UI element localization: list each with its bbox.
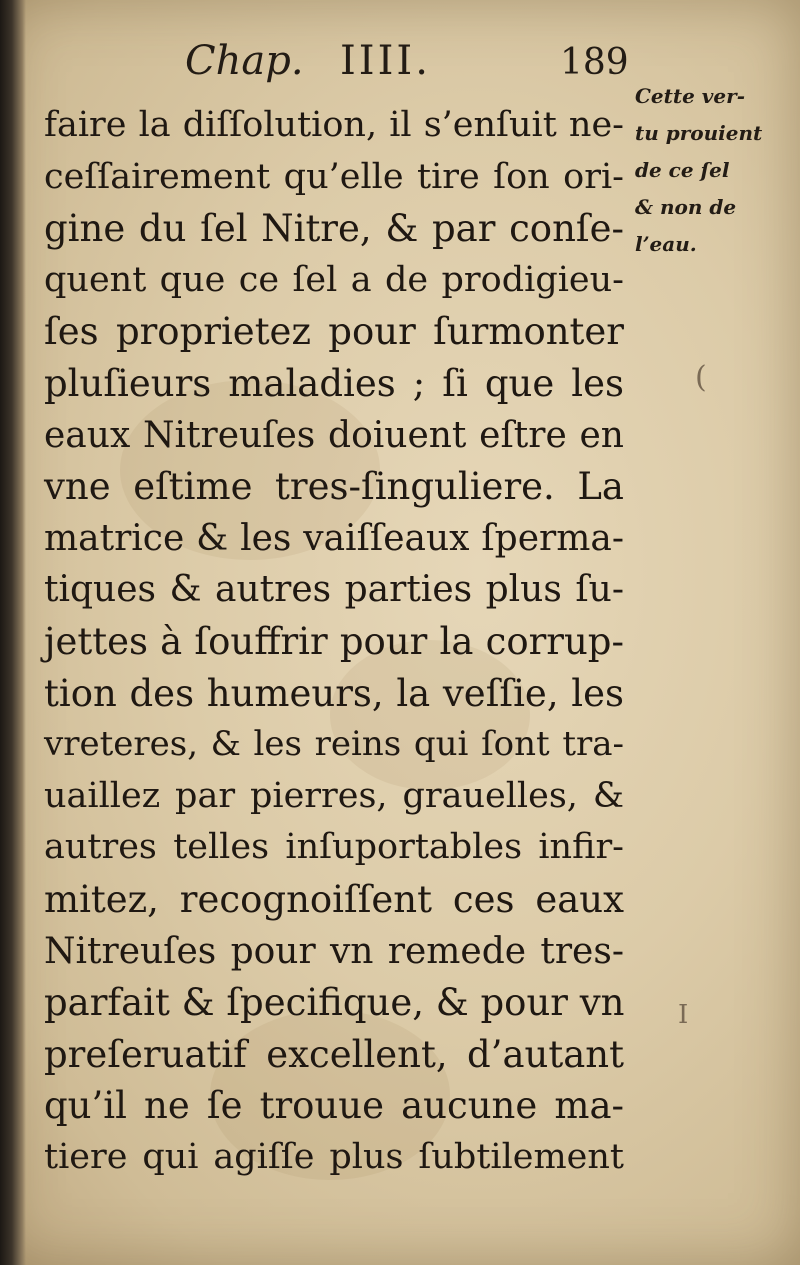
marginal-note-line: Cette ver- bbox=[635, 84, 745, 108]
margin-paren-mark: ( bbox=[695, 360, 707, 395]
marginal-note-line: & non de bbox=[635, 195, 737, 219]
text-line: quent que ce ſel a de prodigieu- bbox=[44, 259, 624, 300]
text-line: faire la diſſolution, il s’enſuit ne- bbox=[44, 105, 624, 145]
text-line: mitez, recognoiſſent ces eaux bbox=[44, 877, 624, 921]
marginal-note bbox=[635, 78, 795, 263]
page-header bbox=[175, 38, 635, 98]
text-line: eaux Nitreuſes doiuent eſtre en bbox=[44, 414, 624, 456]
text-line: vreteres, & les reins qui ſont tra- bbox=[44, 724, 624, 765]
text-line: qu’il ne ſe trouue aucune ma- bbox=[44, 1084, 624, 1128]
text-line: preſeruatif excellent, d’autant bbox=[44, 1032, 624, 1076]
text-line: Nitreuſes pour vn remede tres- bbox=[44, 930, 624, 972]
text-line: jettes à ſouffrir pour la corrup- bbox=[44, 619, 624, 663]
text-line: vne eſtime tres-ſinguliere. La bbox=[44, 465, 624, 509]
text-line: matrice & les vaiſſeaux ſperma- bbox=[44, 517, 624, 559]
text-line: uaillez par pierres, grauelles, & bbox=[44, 775, 624, 816]
text-line: ceſſairement qu’elle tire ſon ori- bbox=[44, 156, 624, 197]
marginal-note-line: de ce ſel bbox=[635, 158, 730, 182]
text-line: ſes proprietez pour ſurmonter bbox=[44, 310, 624, 354]
page-number: 189 bbox=[560, 42, 629, 83]
text-line: gine du ſel Nitre, & par conſe- bbox=[44, 207, 624, 251]
chapter-number: IIII. bbox=[340, 38, 431, 84]
text-line: tiere qui agiſſe plus ſubtilement bbox=[44, 1136, 624, 1177]
book-binding-edge bbox=[0, 0, 26, 1265]
text-line: parfait & ſpecifique, & pour vn bbox=[44, 981, 625, 1025]
text-line: autres telles inſuportables infir- bbox=[44, 827, 624, 868]
marginal-note-line: tu prouient bbox=[635, 121, 763, 145]
text-line: tiques & autres parties plus ſu- bbox=[44, 569, 624, 611]
text-line: pluſieurs maladies ; ſi que les bbox=[44, 361, 624, 405]
text-line: tion des humeurs, la veſſie, les bbox=[44, 671, 624, 715]
margin-stroke-mark: I bbox=[678, 1000, 689, 1030]
body-text bbox=[44, 100, 624, 1183]
marginal-note-line: l’eau. bbox=[635, 232, 697, 256]
running-title: Chap. bbox=[185, 38, 304, 84]
